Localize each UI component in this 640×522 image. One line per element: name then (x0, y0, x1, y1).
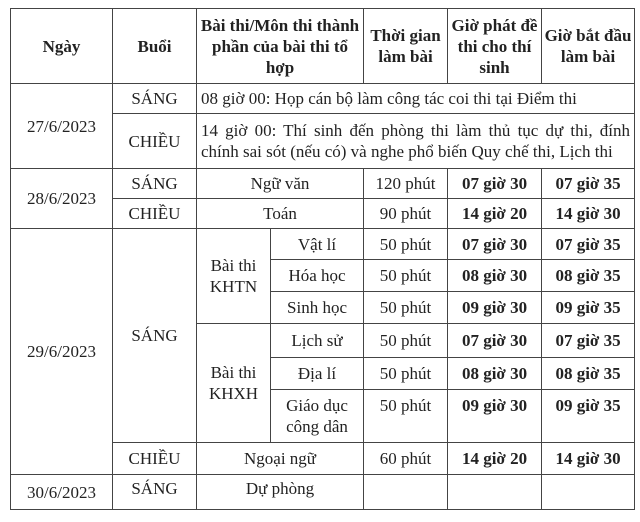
table-row (11, 229, 635, 260)
start-cell: 14 giờ 30 (542, 199, 635, 229)
distribute-cell: 07 giờ 30 (448, 169, 542, 199)
start-cell: 07 giờ 35 (542, 229, 635, 260)
subject-cell: Dự phòng (197, 475, 364, 510)
header-duration: Thời gian làm bài (364, 9, 448, 84)
start-cell: 09 giờ 35 (542, 390, 635, 443)
distribute-cell (448, 475, 542, 510)
session-cell: CHIỀU (113, 443, 197, 475)
date-cell: 27/6/2023 (11, 84, 113, 169)
duration-cell: 90 phút (364, 199, 448, 229)
duration-cell: 50 phút (364, 292, 448, 324)
start-cell (542, 475, 635, 510)
table-row (11, 169, 635, 199)
date-cell: 29/6/2023 (11, 229, 113, 475)
duration-cell: 50 phút (364, 324, 448, 358)
distribute-cell: 08 giờ 30 (448, 358, 542, 390)
subject-cell: Ngoại ngữ (197, 443, 364, 475)
distribute-cell: 07 giờ 30 (448, 324, 542, 358)
subject-cell: Lịch sử (271, 324, 364, 358)
subject-cell: Địa lí (271, 358, 364, 390)
note-cell: 08 giờ 00: Họp cán bộ làm công tác coi thi tại Điểm thi (197, 84, 635, 114)
note-line: 14 giờ 00: Thí sinh đến phòng thi làm thủ tục dự thi, đính (201, 121, 631, 140)
session-cell: SÁNG (113, 169, 197, 199)
date-cell: 30/6/2023 (11, 475, 113, 510)
note-line: chính sai sót (nếu có) và nghe phổ biến Quy chế thi, Lịch thi (201, 142, 613, 161)
start-cell: 07 giờ 35 (542, 169, 635, 199)
start-cell: 08 giờ 35 (542, 260, 635, 292)
exam-schedule-table (10, 8, 635, 510)
subject-cell: Ngữ văn (197, 169, 364, 199)
start-cell: 08 giờ 35 (542, 358, 635, 390)
header-subject: Bài thi/Môn thi thành phần của bài thi tổ hợp (197, 9, 364, 84)
session-cell: SÁNG (113, 84, 197, 114)
header-row (11, 9, 635, 84)
table-row (11, 475, 635, 510)
subject-cell: Toán (197, 199, 364, 229)
duration-cell: 60 phút (364, 443, 448, 475)
table-row (11, 84, 635, 114)
header-session: Buổi (113, 9, 197, 84)
header-distribute: Giờ phát đề thi cho thí sinh (448, 9, 542, 84)
start-cell: 14 giờ 30 (542, 443, 635, 475)
group-cell: Bài thi KHXH (197, 324, 271, 443)
duration-cell: 50 phút (364, 229, 448, 260)
note-cell (197, 114, 635, 169)
subject-cell: Hóa học (271, 260, 364, 292)
start-cell: 09 giờ 35 (542, 292, 635, 324)
subject-cell: Sinh học (271, 292, 364, 324)
session-cell: SÁNG (113, 475, 197, 510)
distribute-cell: 08 giờ 30 (448, 260, 542, 292)
distribute-cell: 09 giờ 30 (448, 292, 542, 324)
header-start: Giờ bắt đầu làm bài (542, 9, 635, 84)
subject-cell: Giáo dục công dân (271, 390, 364, 443)
session-cell: SÁNG (113, 229, 197, 443)
distribute-cell: 09 giờ 30 (448, 390, 542, 443)
distribute-cell: 14 giờ 20 (448, 443, 542, 475)
duration-cell: 50 phút (364, 260, 448, 292)
session-cell: CHIỀU (113, 199, 197, 229)
subject-cell: Vật lí (271, 229, 364, 260)
duration-cell: 120 phút (364, 169, 448, 199)
distribute-cell: 14 giờ 20 (448, 199, 542, 229)
session-cell: CHIỀU (113, 114, 197, 169)
group-cell: Bài thi KHTN (197, 229, 271, 324)
duration-cell: 50 phút (364, 358, 448, 390)
date-cell: 28/6/2023 (11, 169, 113, 229)
duration-cell (364, 475, 448, 510)
start-cell: 07 giờ 35 (542, 324, 635, 358)
duration-cell: 50 phút (364, 390, 448, 443)
distribute-cell: 07 giờ 30 (448, 229, 542, 260)
header-date: Ngày (11, 9, 113, 84)
